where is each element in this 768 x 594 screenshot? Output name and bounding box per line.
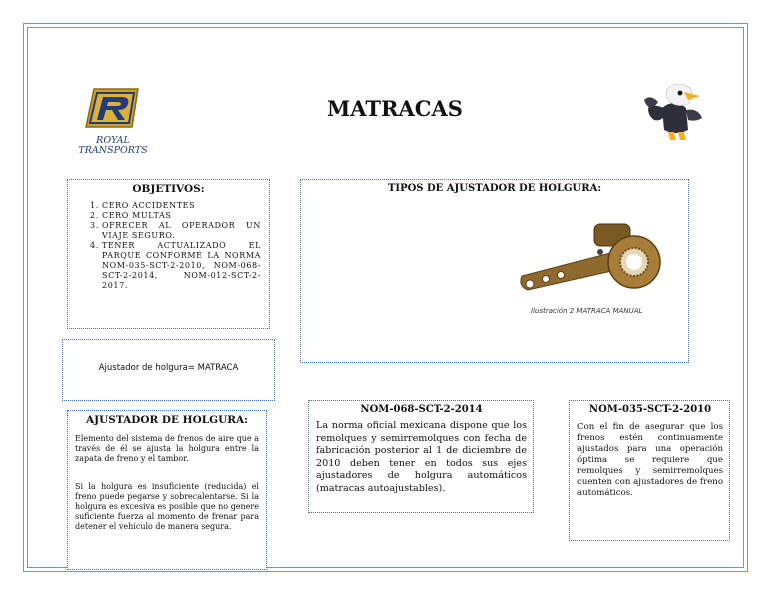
list-item: 3. OFRECER AL OPERADOR UN VIAJE SEGURO. bbox=[102, 221, 269, 241]
eagle-mascot-icon bbox=[640, 78, 706, 148]
ajustador-paragraph1: Elemento del sistema de frenos de aire que a través de él se ajusta la holgura entre la zapata de freno y el tambor. bbox=[75, 434, 259, 463]
ajustador-paragraph2: Si la holgura es insuficiente (reducida) el freno puede pegarse y sobrecalentarse. Si la holgura es excesiva es posible que no genere suficiente fuerza al momento de frenar para detener el vehículo de manera segura. bbox=[75, 482, 259, 531]
logo-line1: ROYAL bbox=[96, 135, 130, 146]
ajustador-box bbox=[67, 410, 267, 570]
nom035-heading: NOM-035-SCT-2-2010 bbox=[588, 404, 712, 415]
objetivos-heading: OBJETIVOS: bbox=[132, 183, 205, 195]
objetivos-list bbox=[68, 201, 269, 291]
list-item: 2. CERO MULTAS bbox=[102, 211, 269, 221]
page-title: MATRACAS bbox=[327, 96, 463, 121]
definicion-text: Ajustador de holgura= MATRACA bbox=[98, 363, 239, 373]
objetivos-box bbox=[67, 179, 270, 329]
definicion-box bbox=[62, 339, 275, 401]
nom068-heading: NOM-068-SCT-2-2014 bbox=[360, 404, 483, 415]
nom068-text: La norma oficial mexicana dispone que los remolques y semirremolques con fecha de fabricación posterior al 1 de diciembre de 2010 deben tener en todos sus ejes ajustadores de holgura automáticos (matracas autoajustables). bbox=[316, 420, 527, 494]
ajustador-heading: AJUSTADOR DE HOLGURA: bbox=[86, 414, 248, 426]
nom068-box bbox=[308, 400, 534, 513]
logo-text bbox=[72, 136, 154, 156]
list-item: 1. CERO ACCIDENTES bbox=[102, 201, 269, 211]
tipos-caption: Ilustración 2 MATRACA MANUAL bbox=[531, 307, 643, 315]
list-item: 4. TENER ACTUALIZADO EL PARQUE CONFORME LA NORMA NOM-035-SCT-2-2010, NOM-068-SCT-2-2014, NOM-012-SCT-2-2017. bbox=[102, 241, 269, 291]
logo-line2: TRANSPORTS bbox=[78, 145, 148, 156]
nom035-text: Con el fin de asegurar que los frenos estén continuamente ajustados para una operación óptima se requiere que remolques y semirremolques cuenten con ajustadores de freno automáticos. bbox=[577, 422, 723, 498]
slack-adjuster-image bbox=[516, 218, 668, 300]
tipos-heading: TIPOS DE AJUSTADOR DE HOLGURA: bbox=[387, 183, 602, 194]
nom035-box bbox=[569, 400, 730, 541]
